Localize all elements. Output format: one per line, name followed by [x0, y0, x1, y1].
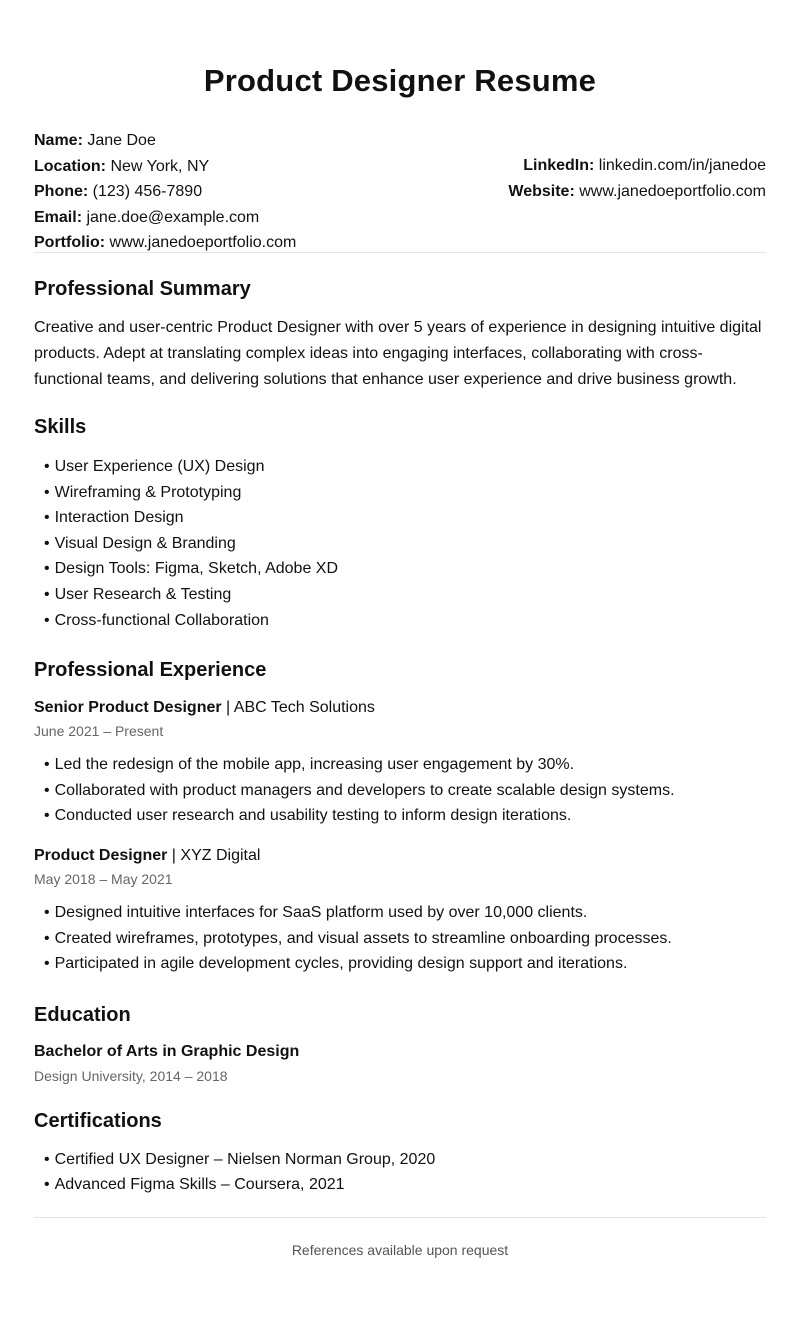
list-item: • Designed intuitive interfaces for SaaS platform used by over 10,000 clients. — [44, 900, 766, 926]
summary-text: Creative and user-centric Product Designer with over 5 years of experience in designing intuitive digital products. Adept at translating complex ideas into engaging interfaces, collaborating with cross-functional teams, and delivering solutions that enhance user experience and drive business growth. — [34, 319, 762, 388]
list-item: • Collaborated with product managers and developers to create scalable design systems. — [44, 778, 766, 804]
list-item: • User Experience (UX) Design — [44, 454, 766, 480]
contact-value: jane.doe@example.com — [86, 208, 260, 226]
contact-value: Jane Doe — [87, 132, 156, 149]
list-item: • Visual Design & Branding — [44, 531, 766, 557]
list-item: • Wireframing & Prototyping — [44, 480, 766, 506]
list-item: • Interaction Design — [44, 505, 766, 531]
contact-portfolio — [34, 230, 296, 256]
section-heading-experience: Professional Experience — [34, 659, 267, 682]
page-title: Product Designer Resume — [203, 63, 597, 98]
skills-list — [34, 454, 766, 633]
contact-name — [34, 128, 296, 154]
footer-note: References available upon request — [291, 1241, 509, 1258]
contact-value: (123) 456-7890 — [92, 183, 203, 200]
contact-value: www.janedoeportfolio.com — [579, 183, 766, 200]
list-item: • User Research & Testing — [44, 582, 766, 608]
contact-label: Name: — [34, 132, 83, 149]
contact-linkedin — [508, 153, 766, 179]
contact-label: Website: — [508, 183, 575, 200]
contact-left — [34, 128, 296, 256]
list-item: • Participated in agile development cycles, providing design support and iterations. — [44, 951, 766, 977]
degree-title: Bachelor of Arts in Graphic Design — [34, 1042, 300, 1060]
contact-label: Email: — [34, 208, 83, 226]
list-item: • Created wireframes, prototypes, and visual assets to streamline onboarding processes. — [44, 926, 766, 952]
contact-value: New York, NY — [110, 157, 210, 175]
list-item: • Design Tools: Figma, Sketch, Adobe XD — [44, 556, 766, 582]
contact-value: linkedin.com/in/janedoe — [598, 157, 766, 174]
contact-location — [34, 154, 296, 180]
section-heading-education: Education — [34, 1003, 131, 1026]
list-item: • Cross-functional Collaboration — [44, 608, 766, 634]
contact-label: Phone: — [34, 183, 89, 200]
list-item: • Advanced Figma Skills – Coursera, 2021 — [44, 1172, 766, 1198]
list-item: • Certified UX Designer – Nielsen Norman Group, 2020 — [44, 1147, 766, 1173]
job-bullets — [34, 900, 766, 977]
section-heading-skills: Skills — [34, 416, 87, 438]
job-dates: May 2018 – May 2021 — [34, 870, 173, 887]
job-title: Product Designer | XYZ Digital — [34, 846, 261, 864]
school-details: Design University, 2014 – 2018 — [34, 1067, 228, 1084]
job-role: Product Designer — [34, 846, 168, 864]
job-role: Senior Product Designer — [34, 699, 222, 717]
job-dates: June 2021 – Present — [34, 723, 164, 740]
contact-phone — [34, 179, 296, 205]
list-item: • Conducted user research and usability testing to inform design iterations. — [44, 803, 766, 829]
job-title: Senior Product Designer | ABC Tech Solutions — [34, 699, 375, 717]
contact-email — [34, 205, 296, 231]
certifications-list — [34, 1147, 766, 1198]
contact-label: LinkedIn: — [523, 157, 595, 174]
section-heading-certifications: Certifications — [34, 1109, 162, 1132]
contact-label: Location: — [34, 157, 106, 175]
job-bullets — [34, 752, 766, 829]
job-company: XYZ Digital — [180, 846, 261, 864]
list-item: • Led the redesign of the mobile app, increasing user engagement by 30%. — [44, 752, 766, 778]
contact-right — [508, 153, 766, 205]
job-company: ABC Tech Solutions — [233, 699, 375, 717]
contact-label: Portfolio: — [34, 234, 106, 251]
contact-website — [508, 179, 766, 205]
contact-value: www.janedoeportfolio.com — [109, 234, 297, 251]
contact-block — [34, 128, 766, 252]
section-heading-summary: Professional Summary — [34, 278, 251, 300]
